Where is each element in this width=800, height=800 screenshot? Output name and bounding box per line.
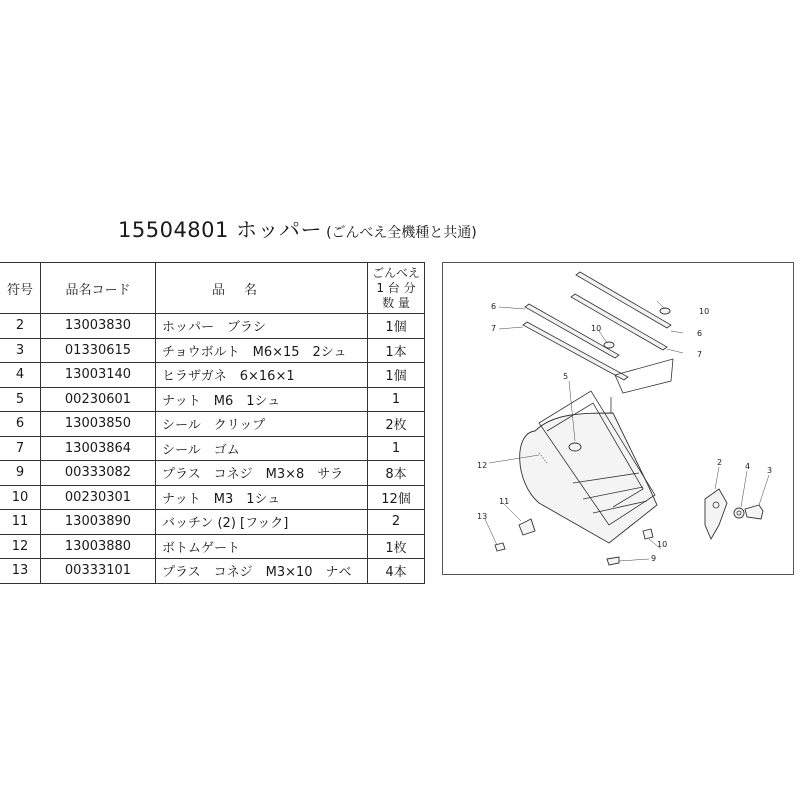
cell-code: 00333101 (41, 559, 156, 584)
cell-name: チョウボルト M6×15 2シュ (156, 338, 368, 363)
header-qty (368, 263, 425, 314)
callout-9: 9 (651, 554, 657, 563)
cell-code: 00230301 (41, 485, 156, 510)
cell-qty: 2枚 (368, 412, 425, 437)
nut-icon (604, 342, 614, 348)
hopper-brush-clamp (705, 489, 727, 539)
table-row (0, 534, 425, 559)
cell-qty: 1 (368, 387, 425, 412)
wing-bolt-icon (745, 505, 763, 519)
cell-name: シール クリップ (156, 412, 368, 437)
hook-latch-icon (519, 519, 535, 535)
cell-no: 6 (0, 412, 41, 437)
header-name (156, 263, 368, 314)
cell-no: 2 (0, 314, 41, 339)
nut-m6-icon (569, 443, 581, 451)
cell-qty: 8本 (368, 461, 425, 486)
cell-name: プラス コネジ M3×8 サラ (156, 461, 368, 486)
cell-qty: 1個 (368, 314, 425, 339)
seal-strip-upper-right (576, 272, 671, 328)
table-header-row (0, 263, 425, 314)
callout-10: 10 (591, 324, 602, 333)
cell-name: シール ゴム (156, 436, 368, 461)
callout-7: 7 (491, 324, 497, 333)
header-qty-line3: 数 量 (382, 295, 410, 310)
cell-no: 13 (0, 559, 41, 584)
callout-10: 10 (657, 540, 668, 549)
callout-2: 2 (717, 458, 723, 467)
header-code: 品名コード (41, 263, 156, 314)
callout-4: 4 (745, 462, 751, 471)
cell-name: ホッパー ブラシ (156, 314, 368, 339)
hopper-exploded-diagram (442, 262, 794, 575)
cell-no: 10 (0, 485, 41, 510)
cell-code: 00333082 (41, 461, 156, 486)
cell-qty: 2 (368, 510, 425, 535)
cell-no: 12 (0, 534, 41, 559)
cell-code: 13003850 (41, 412, 156, 437)
header-no: 符号 (0, 263, 41, 314)
cell-qty: 1枚 (368, 534, 425, 559)
parts-table (0, 262, 425, 584)
table-row (0, 436, 425, 461)
callout-7: 7 (697, 350, 703, 359)
table-row (0, 510, 425, 535)
cell-name: ヒラザガネ 6×16×1 (156, 363, 368, 388)
flat-screw-icon (607, 557, 619, 565)
callout-10: 10 (699, 307, 710, 316)
cell-qty: 4本 (368, 559, 425, 584)
cell-code: 13003864 (41, 436, 156, 461)
cell-no: 11 (0, 510, 41, 535)
header-name-left: 品 (212, 282, 226, 298)
table-row (0, 338, 425, 363)
cell-qty: 12個 (368, 485, 425, 510)
table-row (0, 314, 425, 339)
cell-name: プラス コネジ M3×10 ナベ (156, 559, 368, 584)
callout-6: 6 (697, 329, 703, 338)
cell-code: 13003880 (41, 534, 156, 559)
diagram-svg (443, 263, 795, 576)
page-title (118, 214, 477, 244)
cell-qty: 1個 (368, 363, 425, 388)
callout-13: 13 (477, 512, 488, 521)
callout-11: 11 (499, 497, 510, 506)
table-row (0, 461, 425, 486)
title-subtitle: (ごんべえ全機種と共通) (326, 225, 477, 241)
cell-no: 3 (0, 338, 41, 363)
cell-name: ナット M6 1シュ (156, 387, 368, 412)
cell-no: 4 (0, 363, 41, 388)
callout-5: 5 (563, 372, 569, 381)
table-row (0, 412, 425, 437)
cell-code: 13003140 (41, 363, 156, 388)
cell-name: バッチン (2) [フック] (156, 510, 368, 535)
table-row (0, 485, 425, 510)
cell-qty: 1本 (368, 338, 425, 363)
cell-no: 9 (0, 461, 41, 486)
washer-icon (734, 508, 744, 518)
cell-code: 13003890 (41, 510, 156, 535)
cell-code: 13003830 (41, 314, 156, 339)
cell-qty: 1 (368, 436, 425, 461)
cell-name: ボトムゲート (156, 534, 368, 559)
parts-table-body (0, 314, 425, 584)
callout-6: 6 (491, 302, 497, 311)
table-row (0, 387, 425, 412)
cell-code: 00230601 (41, 387, 156, 412)
cell-no: 5 (0, 387, 41, 412)
cell-code: 01330615 (41, 338, 156, 363)
nut-lower-icon (643, 529, 653, 539)
header-name-right: 名 (243, 282, 257, 298)
table-row (0, 363, 425, 388)
table-row (0, 559, 425, 584)
cell-no: 7 (0, 436, 41, 461)
callout-3: 3 (767, 466, 773, 475)
header-qty-line1: ごんべえ (372, 265, 420, 280)
callout-12: 12 (477, 461, 488, 470)
title-main: 15504801 ホッパー (118, 218, 323, 242)
cell-name: ナット M3 1シュ (156, 485, 368, 510)
header-qty-line2: 1 台 分 (376, 280, 416, 295)
